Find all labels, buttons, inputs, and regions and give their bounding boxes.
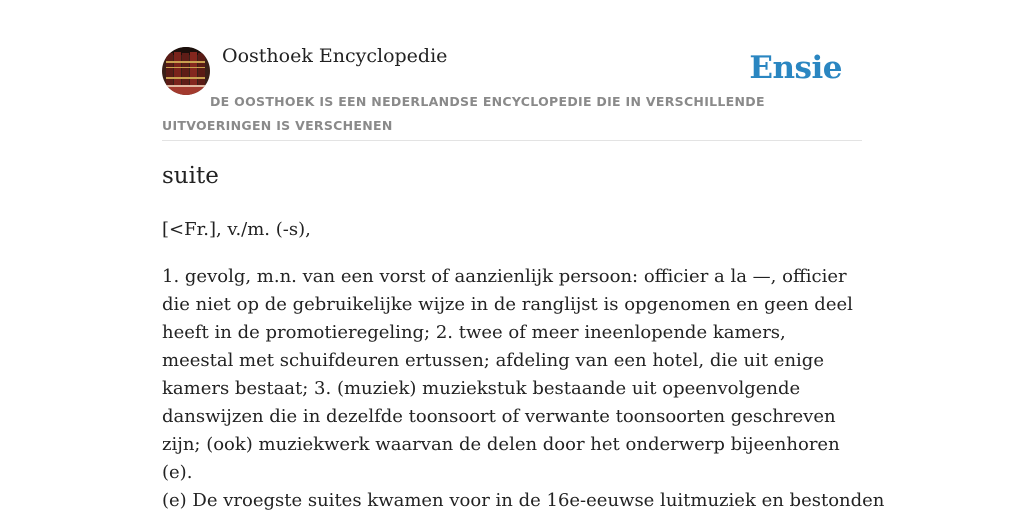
ensie-logo-link[interactable]: Ensie: [749, 50, 842, 86]
page-container: [162, 0, 885, 511]
article-title: suite: [162, 163, 219, 189]
site-header: [162, 0, 862, 141]
book-spines-icon: [162, 47, 210, 95]
encyclopedia-books-avatar[interactable]: [162, 47, 210, 95]
article-definition: 1. gevolg, m.n. van een vorst of aanzienlijk persoon: officier a la —, officier die niet op de gebruikelijke wijze in de ranglijst is opgenomen en geen deel heeft in de promotieregeling; 2. twee of meer ineenlopende kamers, meestal met schuifdeuren ertussen; afdeling van een hotel, die uit enige kamers bestaat; 3. (muziek) muziekstuk bestaande uit opeenvolgende danswijzen die in dezelfde toonsoort of verwante toonsoorten geschreven zijn; (ook) muziekwerk waarvan de delen door het onderwerp bijeenhoren (e).: [162, 266, 853, 483]
article-note: (e) De vroegste suites kwamen voor in de 16e-eeuwse luitmuziek en bestonden: [162, 490, 885, 511]
site-title-link[interactable]: Oosthoek Encyclopedie: [222, 45, 448, 67]
article-etymology: [<Fr.], v./m. (-s),: [162, 219, 311, 240]
site-tagline: DE OOSTHOEK IS EEN NEDERLANDSE ENCYCLOPEDIE DIE IN VERSCHILLENDE UITVOERINGEN IS VERSCHENEN: [162, 94, 765, 133]
